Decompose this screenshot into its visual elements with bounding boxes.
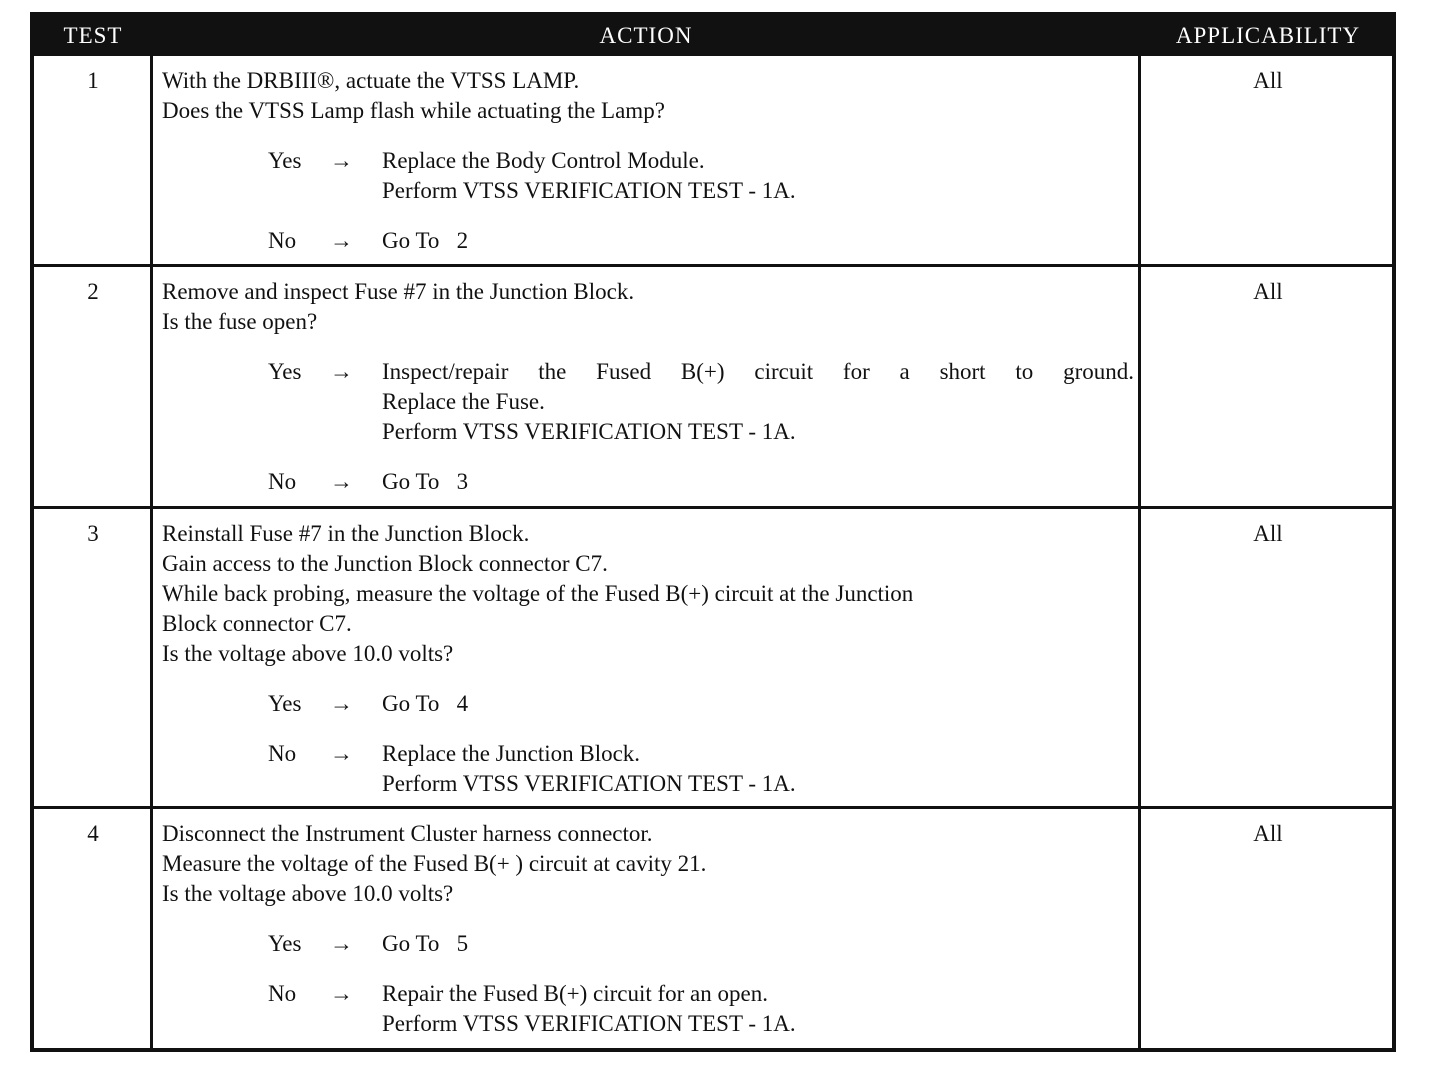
action-line: Is the voltage above 10.0 volts? xyxy=(162,641,454,666)
yes-response xyxy=(162,929,1134,959)
applicability: All xyxy=(1253,68,1283,93)
action-line: Reinstall Fuse #7 in the Junction Block. xyxy=(162,521,530,546)
header-test: TEST xyxy=(63,23,123,48)
result-line: Repair the Fused B(+) circuit for an open. xyxy=(382,981,768,1006)
answer-label: Yes xyxy=(268,931,302,956)
answer-label: No xyxy=(268,981,297,1006)
yes-response xyxy=(162,357,1134,447)
table-row xyxy=(34,509,1392,806)
table-header xyxy=(34,16,1392,56)
test-number: 3 xyxy=(87,521,99,546)
action-line: Block connector C7. xyxy=(162,611,352,636)
diagnostic-table xyxy=(30,12,1396,1052)
arrow-icon: → xyxy=(330,691,353,716)
yes-response xyxy=(162,146,1134,206)
action-line: Is the fuse open? xyxy=(162,309,318,334)
result-line: Go To 4 xyxy=(382,691,469,716)
table-row xyxy=(34,809,1392,1049)
result-line: Go To 2 xyxy=(382,228,469,253)
action-line: Remove and inspect Fuse #7 in the Junction Block. xyxy=(162,279,635,304)
result-line: Perform VTSS VERIFICATION TEST - 1A. xyxy=(382,419,796,444)
result-line: Replace the Fuse. xyxy=(382,389,545,414)
header-applicability: APPLICABILITY xyxy=(1175,23,1361,48)
action-line: Disconnect the Instrument Cluster harness connector. xyxy=(162,821,653,846)
result-line: Replace the Body Control Module. xyxy=(382,148,705,173)
action-cell xyxy=(162,277,1134,497)
result-line: Perform VTSS VERIFICATION TEST - 1A. xyxy=(382,771,796,796)
applicability: All xyxy=(1253,279,1283,304)
action-line: Measure the voltage of the Fused B(+ ) circuit at cavity 21. xyxy=(162,851,707,876)
arrow-icon: → xyxy=(330,981,353,1006)
action-cell xyxy=(162,519,1134,799)
action-cell xyxy=(162,66,1134,256)
answer-label: Yes xyxy=(268,148,302,173)
no-response xyxy=(162,979,1134,1039)
result-line: Go To 5 xyxy=(382,931,469,956)
answer-label: No xyxy=(268,228,297,253)
action-line: With the DRBIII®, actuate the VTSS LAMP. xyxy=(162,68,580,93)
test-number: 1 xyxy=(87,68,99,93)
action-line: While back probing, measure the voltage of the Fused B(+) circuit at the Junction xyxy=(162,581,914,606)
result-line: Perform VTSS VERIFICATION TEST - 1A. xyxy=(382,178,796,203)
answer-label: Yes xyxy=(268,691,302,716)
table-row xyxy=(34,267,1392,507)
arrow-icon: → xyxy=(330,148,353,173)
yes-response xyxy=(162,689,1134,719)
answer-label: No xyxy=(268,469,297,494)
arrow-icon: → xyxy=(330,931,353,956)
test-number: 2 xyxy=(87,279,99,304)
action-line: Is the voltage above 10.0 volts? xyxy=(162,881,454,906)
answer-label: Yes xyxy=(268,359,302,384)
no-response xyxy=(162,467,1134,497)
no-response xyxy=(162,226,1134,256)
table-row xyxy=(34,56,1392,266)
arrow-icon: → xyxy=(330,741,353,766)
result-line: Perform VTSS VERIFICATION TEST - 1A. xyxy=(382,1011,796,1036)
no-response xyxy=(162,739,1134,799)
result-line: Inspect/repair the Fused B(+) circuit for a short to ground. xyxy=(382,359,1134,384)
header-action: ACTION xyxy=(599,23,693,48)
result-line: Replace the Junction Block. xyxy=(382,741,641,766)
action-line: Does the VTSS Lamp flash while actuating the Lamp? xyxy=(162,98,665,123)
answer-label: No xyxy=(268,741,297,766)
arrow-icon: → xyxy=(330,469,353,494)
action-line: Gain access to the Junction Block connector C7. xyxy=(162,551,608,576)
action-cell xyxy=(162,819,1134,1039)
applicability: All xyxy=(1253,821,1283,846)
arrow-icon: → xyxy=(330,359,353,384)
test-number: 4 xyxy=(87,821,99,846)
result-line: Go To 3 xyxy=(382,469,469,494)
applicability: All xyxy=(1253,521,1283,546)
arrow-icon: → xyxy=(330,228,353,253)
